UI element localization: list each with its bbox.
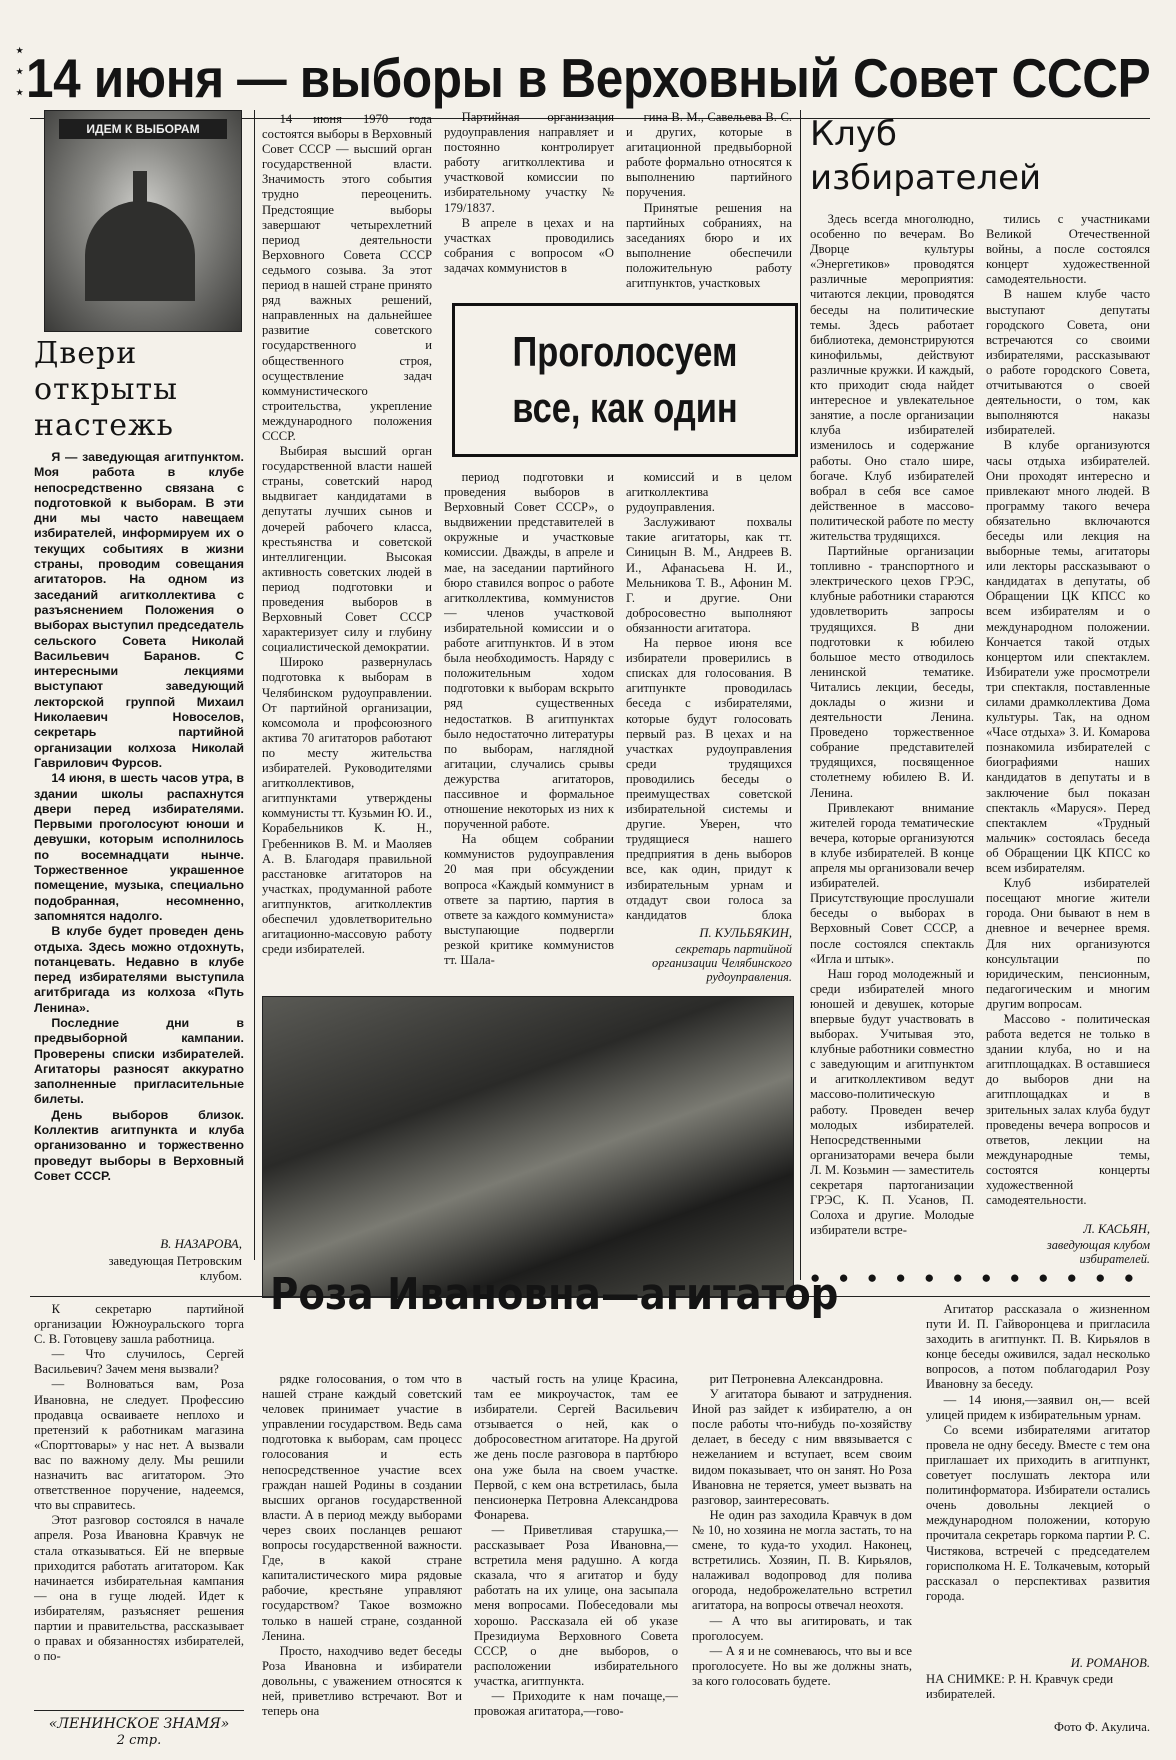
paragraph: Массово - политическая работа ведется не только в здании клуба, но и на агитплощадках. В оставшиеся до выборов дни на агитплощадках и в зрительных залах клуба будут проведены вечера вопросов и ответов, лекции на международные темы, состоятся концерты художественной самодеятельности. <box>986 1011 1150 1208</box>
election-poster-photo <box>44 110 242 332</box>
main-article-column-1 <box>262 112 432 976</box>
paragraph: Партийная организация рудоуправления направляет и постоянно контролирует работу агитколлектива и участковой комиссии по избирательному участку № 179/1837. <box>444 110 614 215</box>
paragraph: — Приветливая старушка,— рассказывает Роза Ивановна,— встретила меня радушно. А когда сказала, что я агитатор и буду работать на их улице, она засыпала меня вопросами. Побеседовали мы хорошо. Рассказала ей об указе Президиума Верховного Совета СССР, о дне выборов, о расположении избирательного участка, агитпункта. <box>474 1522 678 1688</box>
decorative-star-column: ⋆ ⋆ ⋆ <box>14 40 26 102</box>
footer-rule <box>34 1710 244 1711</box>
club-title-line-1: Клуб <box>810 114 897 154</box>
roza-column-5 <box>926 1302 1150 1650</box>
paragraph: тились с участниками Великой Отечественной войны, а после состоялся концерт художественной самодеятельности. <box>986 212 1150 287</box>
paragraph: рядке голосования, о том что в нашей стране каждый советский человек принимает участие в управлении государством. Ведь сама подготовка к выборам, сам процесс голосования и есть непосредственное участие всех граждан нашей Родины в создании высших органов государственной власти. А в период между выборами через своих посланцев решают вопросы государственной важности. Где, в какой стране капиталистического мира рядовые рабочие, крестьяне управляют государством? Такое возможно только в нашей стране, созданной Ленина. <box>262 1372 462 1643</box>
main-article-column-2-top <box>444 110 614 290</box>
paragraph: В клубе организуются часы отдыха избирателей. Они проходят интересно и привлекают много людей. В программу такого вечера обязательно включаются беседы или лекция на выборные темы, агитаторы или лекторы рассказывают о кандидатах в депутаты, об Обращении ЦК КПСС ко всем избирателям и о международном положении. Кончается такой отдых концертом или спектаклем. Избиратели уже просмотрели три спектакля, поставленные силами драмколлектива Дома культуры. Так, на одном «Часе отдыха» З. И. Комарова познакомила избирателей с биографиями наших кандидатов в депутаты и в заключение был показан спектакль «Маруся». Перед спектаклем «Трудный мальчик» состоялась беседа об Обращении ЦК КПСС ко всем избирателям. <box>986 438 1150 876</box>
paragraph: К секретарю партийной организации Южноуральского торга С. В. Готовцеву зашла работница. <box>34 1302 244 1347</box>
paragraph: У агитатора бывают и затруднения. Иной раз зайдет к избирателю, а он после работы что-нибудь по-хозяйству делает, в беседу с ним ввязывается с нежеланием и вступает, всем своим видом показывает, что он занят. Но Роза Ивановна не теряется, умеет вызвать на разговор, заинтересовать. <box>692 1387 912 1507</box>
paragraph: — А я и не сомневаюсь, что вы и все проголосуете. Но вы же должны знать, за кого голосовать будете. <box>692 1643 912 1688</box>
roza-signature: И. РОМАНОВ. <box>1070 1656 1150 1670</box>
headline-line-2: все, как один <box>512 384 738 431</box>
paragraph: 14 июня, в шесть часов утра, в здании школы распахнутся двери перед избирателями. Первыми проголосуют юноши и девушки, которым исполнилось по восемнадцати нынче. Торжественное украшенное помещение, музыка, специально подобранная, несомненно, запомнятся надолго. <box>34 771 244 923</box>
paragraph: На общем собрании коммунистов рудоуправления 20 мая при обсуждении вопроса «Каждый коммунист в ответе за партию, партия в ответе за каждого коммуниста» выступающие подвергли резкой критике коммунистов тт. Шала- <box>444 832 614 967</box>
club-column-2 <box>986 212 1150 1212</box>
doors-signature-role: заведующая Петровским клубом. <box>108 1254 242 1283</box>
paragraph: День выборов близок. Коллектив агитпункта и клуба организованно и торжественно проведут выборы в Верховный Совет СССР. <box>34 1107 244 1183</box>
doors-signature: В. НАЗАРОВА, <box>160 1236 242 1251</box>
roza-column-2 <box>262 1372 462 1752</box>
paragraph: На первое июня все избиратели проверились в списках для голосования. В агитпункте проводилась беседа с избирателями, которые будут голосовать первый раз. В цехах и на участках рудоуправления среди трудящихся проводились беседы о преимуществах советской избирательной системы и другие. Уверен, что трудящиеся нашего предприятия в день выборов все, как один, придут к избирательным урнам и отдадут свои голоса за кандидатов блока <box>626 636 792 922</box>
roza-column-1 <box>34 1302 244 1700</box>
paragraph: Агитатор рассказала о жизненном пути И. П. Гайворонцева и пригласила заходить в агитпункт. П. В. Кирьялов в конце беседы оживился, задал несколько вопросов, а потом поблагодарил Розу Ивановну за беседу. <box>926 1302 1150 1392</box>
paragraph: Я — заведующая агитпунктом. Моя работа в клубе непосредственно связана с подготовкой к выборам. В эти дни мы часто навещаем избирателей, информируем их о текущих событиях в жизни страны, проводим совещания агитаторов. На одном из заседаний агитколлектива с разъяснением Положения о выборах выступил председатель сельского Совета Николай Васильевич Баранов. С интересными лекциями выступают заведующий лекторской группой Михаил Николаевич Новоселов, секретарь партийной организации колхоза Николай Гаврилович Фурсов. <box>34 450 244 770</box>
paragraph: — Что случилось, Сергей Васильевич? Зачем меня вызвали? <box>34 1347 244 1377</box>
paragraph: В нашем клубе часто выступают депутаты городского Совета, они встречаются со своими избирателями, рассказывают о работе городского Совета, отчитываются о своей деятельности, о том, как выполняются наказы избирателей. <box>986 287 1150 438</box>
club-title <box>810 112 1150 202</box>
masthead-headline: 14 июня — выборы в Верховный Совет СССР <box>26 47 1151 109</box>
paragraph: В апреле в цехах и на участках проводились собрания с вопросом «О задачах коммунистов в <box>444 215 614 275</box>
roza-title: Роза Ивановна—агитатор <box>270 1269 839 1320</box>
paragraph: период подготовки и проведения выборов в Верховный Совет СССР», о выдвижении представителей в окружные и участковые комиссии. Дважды, в апреле и мае, на заседании партийного бюро ставился вопрос о работе агитколлектива, коммунистов — членов участковой избирательной комиссии и о работе агитпунктов. И в этом была необходимость. Наряду с положительным ходом подготовки к выборам вскрыто ряд существенных недостатков. В агитпунктах было недостаточно литературы по выборам, наглядной агитации, случались срывы дежурства агитаторов, пассивное и формальное отношение некоторых из них к порученной работе. <box>444 470 614 832</box>
paragraph: Партийные организации топливно - транспортного и электрического цехов ГРЭС, клубные работники стараются удовлетворить запросы трудящихся. В дни подготовки к юбилею большое место отводилось ленинской тематике. Читались лекции, беседы, доклады о жизни и деятельности Ленина. Проведено торжественное собрание представителей трудящихся, посвященное столетнему юбилею В. И. Ленина. <box>810 544 974 800</box>
paragraph: Заслуживают похвалы такие агитаторы, как тт. Синицын В. М., Андреев В. И., Афанасьева Н. И., Мельникова Т. В., Афонин М. Г. и другие. Они добросовестно выполняют обязанности агитатора. <box>626 515 792 635</box>
club-signature-role: заведующая клубом избирателей. <box>1046 1238 1150 1266</box>
paragraph: комиссий и в целом агитколлектива рудоуправления. <box>626 470 792 515</box>
paragraph: 14 июня 1970 года состоятся выборы в Верховный Совет СССР — высший орган государственной власти. Значимость этого события трудно переоценить. Предстоящие выборы завершают четырехлетний период деятельности Верховного Совета СССР седьмого созыва. За этот период в нашей стране принято ряд важных решений, направленных на дальнейшее развитие советского государственного и общественного строя, осуществление задач коммунистического строительства, укрепление международного положения СССР. <box>262 112 432 443</box>
photo-caption: НА СНИМКЕ: Р. Н. Кравчук среди избирателей. <box>926 1672 1114 1701</box>
paragraph: — 14 июня,—заявил он,— всей улицей придем к избирательным урнам. <box>926 1392 1150 1422</box>
main-article-column-3-top <box>626 110 792 290</box>
paragraph: — Приходите к нам почаще,— провожая агитатора,—гово- <box>474 1688 678 1719</box>
roza-column-3 <box>474 1372 678 1752</box>
paragraph: Этот разговор состоялся в начале апреля. Роза Ивановна Кравчук не стала отказываться. Ей не впервые приходится работать агитатором. Как начинается избирательная кампания — она в гуще людей. Идет к избирателям, разъясняет решения партии и правительства, рассказывает о правах и обязанностях избирателей, о по- <box>34 1513 244 1664</box>
paragraph: Здесь всегда многолюдно, особенно по вечерам. Во Дворце культуры «Энергетиков» проводятся различные мероприятия: читаются лекции, проводятся беседы на политические темы. Здесь работает библиотека, демонстрируются кинофильмы, действуют различные кружки. И каждый, кто приходит сюда найдет интересное и увлекательное занятие, а после организации клуба избирателей изменилось и содержание работы. Оно стало шире, богаче. Клуб избирателей вобрал в себя все самое действенное в массово-политической работе по месту жительства трудящихся. <box>810 212 974 543</box>
main-article-column-2-bottom <box>444 470 614 976</box>
club-column-1 <box>810 212 974 1262</box>
paragraph: Последние дни в предвыборной кампании. Проверены списки избирателей. Агитаторы разносят аккуратно заполненные пригласительные билеты. <box>34 1015 244 1107</box>
club-signature: Л. КАСЬЯН, <box>1083 1222 1150 1236</box>
tower-dome-shape <box>85 201 195 301</box>
paragraph: Со всеми избирателями агитатор провела не одну беседу. Вместе с тем она приглашает их приходить в агитпункт, советует послушать лектора или политинформатора. Избиратели остались очень довольны лекцией о международном положении, которую прочитала секретарь горкома партии Р. С. Чистякова, встречей с председателем горисполкома Н. Е. Толкачевым, который рассказал о перспективах развития города. <box>926 1422 1150 1603</box>
headline-line-1: Проголосуем <box>512 328 738 375</box>
paragraph: Принятые решения на партийных собраниях, на заседаниях бюро и их выполнение обеспечили положительную работу агитпунктов, участковых <box>626 200 792 290</box>
photo-credit: Фото Ф. Акулича. <box>1054 1720 1150 1734</box>
footer-page-number: 2 стр. <box>116 1733 162 1748</box>
paragraph: Наш город молодежный и среди избирателей много юношей и девушек, которые впервые будут участвовать в выборах. Учитывая это, клубные работники совместно с заведующим и агитпунктом и агитколлективом ведут массово-политическую работу. Проведен вечер молодых избирателей. Непосредственными организаторами вечера были Л. М. Козьмин — заместитель секретаря партоганизации ГРЭС, К. П. Усанов, П. Солоха и другие. Молодые избиратели встре- <box>810 966 974 1238</box>
column-divider <box>800 110 801 1280</box>
footer-paper-name: «ЛЕНИНСКОЕ ЗНАМЯ» <box>48 1716 230 1732</box>
paragraph: Широко развернулась подготовка к выборам в Челябинском рудоуправлении. От партийной организации, комсомола и профсоюзного актива 70 агитаторов работают по месту жительства избирателей. Руководителями агитколлективов, агитпунктами утверждены коммунисты тт. Кузьмин Ю. И., Корабельников К. Н., Гребенников В. М. и Маоляев А. В. Благодаря правильной расстановке агитаторов на участках, продуманной работе агитпунктов, агитколлектив обеспечил удовлетворительно агитационно-массовую работу среди избирателей. <box>262 655 432 957</box>
paragraph: — Волноваться вам, Роза Ивановна, не следует. Профессию продавца осваиваете неплохо и претензий к работникам магазина «Спорттовары» у нас нет. А вызвали вас по важному делу. Мы решили назначить вас агитатором. Это ответственное поручение, надеемся, что вы справитесь. <box>34 1377 244 1513</box>
doors-title: Двери открыты настежь <box>34 336 178 443</box>
poster-banner: ИДЕМ К ВЫБОРАМ <box>59 119 227 139</box>
dot-separator: ● ● ● ● ● ● ● ● ● ● ● ● <box>810 1268 1141 1287</box>
column-divider <box>254 110 255 1260</box>
paragraph: Привлекают внимание жителей города тематические вечера, которые организуются в клубе избирателей. В конце апреля мы организовали вечер избирателей. Присутствующие прослушали беседы о выборах в Верховный Совет СССР, а после состоялся спектакль «Игла и штык». <box>810 800 974 966</box>
paragraph: Просто, находчиво ведет беседы Роза Ивановна и избиратели довольны, с уважением относятся к ней, приветливо встречают. Вот и теперь она <box>262 1643 462 1719</box>
paragraph: частый гость на улице Красина, там ее микроучасток, там ее избиратели. Сергей Васильевич отзывается о ней, как о добросовестном агитаторе. На другой же день после разговора в партбюро она уже была на своем участке. Первой, с кем она встретилась, была пенсионерка Петровна Александрова Фонарева. <box>474 1372 678 1522</box>
paragraph: — А что вы агитировать, и так проголосуем. <box>692 1613 912 1643</box>
paragraph: В клубе будет проведен день отдыха. Здесь можно отдохнуть, потанцевать. Недавно в клубе перед избирателями выступила агитбригада из колхоза «Путь Ленина». <box>34 924 244 1015</box>
main-article-column-3-bottom <box>626 470 792 922</box>
paragraph: гина В. М., Савельева В. С. и других, которые в агитационной предвыборной работе формально относятся к выполнению партийного поручения. <box>626 110 792 200</box>
doors-body <box>34 450 244 1230</box>
main-signature: П. КУЛЬБЯКИН, <box>699 926 792 940</box>
paragraph: Не один раз заходила Кравчук в дом № 10, но хозяина не могла застать, то на смене, то куда-то уходил. Наконец, встретились. Хозяин, П. В. Кирьялов, налаживал водопровод для полива огорода, недоброжелательно встретил агитатора, на вопросы отвечал неохотя. <box>692 1507 912 1613</box>
roza-column-4 <box>692 1372 912 1752</box>
main-signature-role: секретарь партийной организации Челябинского рудоуправления. <box>652 942 792 984</box>
headline-box <box>452 303 798 457</box>
club-title-line-2: избирателей <box>810 158 1042 198</box>
voters-group-photo <box>262 996 794 1298</box>
paragraph: рит Петроневна Александровна. <box>709 1372 884 1386</box>
paragraph: Клуб избирателей посещают многие жители города. Они бывают в нем в дневное и вечернее время. Для них организуются консультации по юридическим, пенсионным, педагогическим и многим другим вопросам. <box>986 876 1150 1011</box>
paragraph: Выбирая высший орган государственной власти нашей страны, советский народ выдвигает кандидатами в депутаты лучших сынов и дочерей рабочего класса, крестьянства и советской интеллигенции. Высокая активность советских людей в период подготовки и проведения выборов в Верховный Совет СССР характеризует силу и глубину социалистической демократии. <box>262 444 432 655</box>
